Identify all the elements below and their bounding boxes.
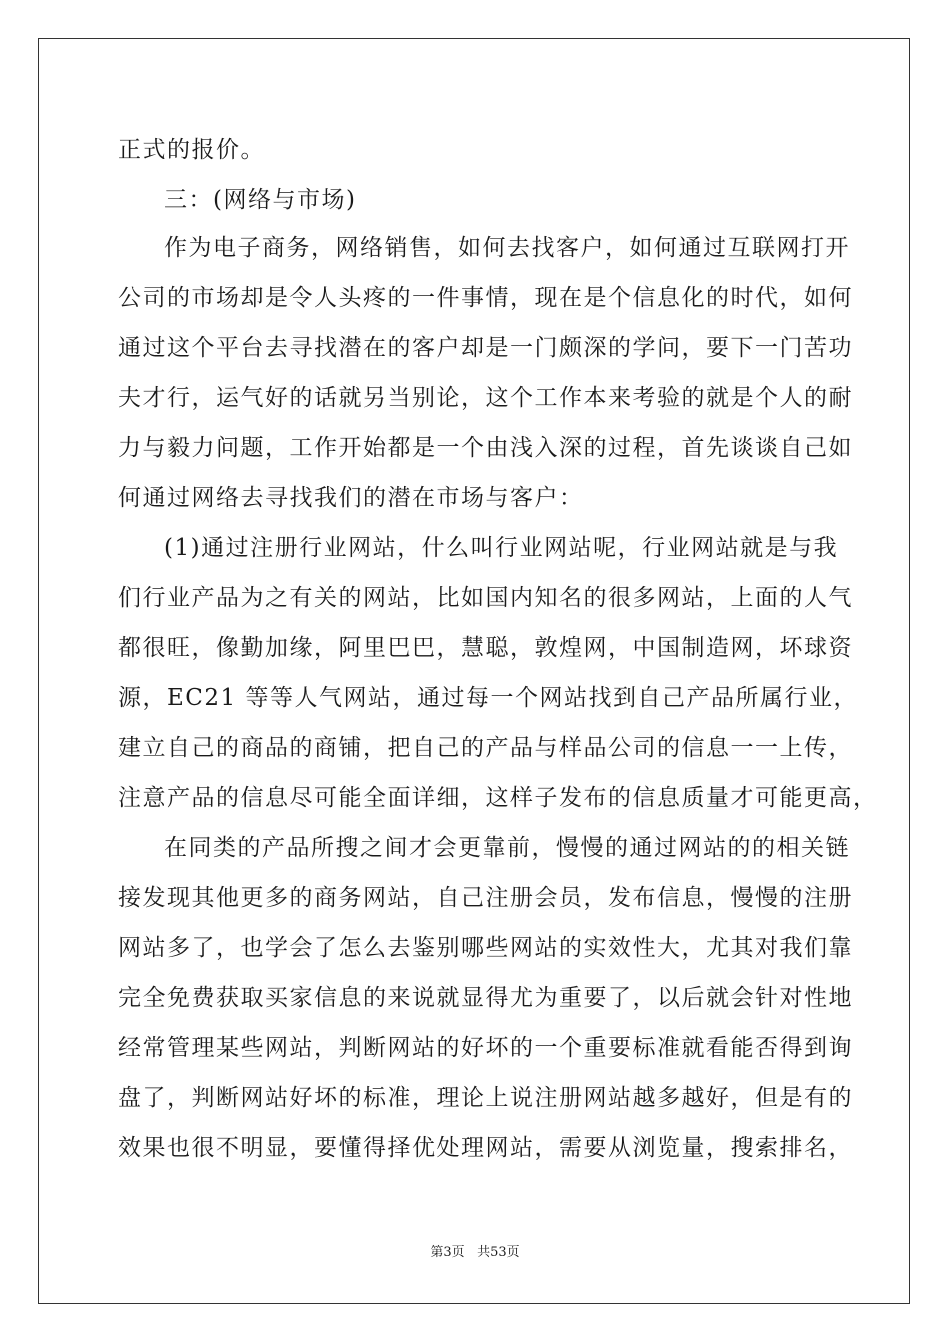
text-line: 建立自己的商品的商铺，把自己的产品与样品公司的信息一一上传， (118, 735, 853, 761)
text-line: 完全免费获取买家信息的来说就显得尤为重要了，以后就会针对性地 (118, 985, 853, 1011)
page-border (38, 38, 910, 1304)
text-line: 在同类的产品所搜之间才会更靠前，慢慢的通过网站的的相关链 (164, 835, 850, 861)
text-line: 经常管理某些网站，判断网站的好坏的一个重要标准就看能否得到询 (118, 1035, 853, 1061)
text-line: 源，EC21 等等人气网站，通过每一个网站找到自己产品所属行业， (118, 685, 858, 711)
page-footer (0, 1245, 950, 1261)
text-line: 接发现其他更多的商务网站，自己注册会员，发布信息，慢慢的注册 (118, 885, 853, 911)
text-line: (1)通过注册行业网站，什么叫行业网站呢，行业网站就是与我 (164, 535, 839, 561)
text-line: 作为电子商务，网络销售，如何去找客户，如何通过互联网打开 (164, 235, 850, 261)
text-line: 注意产品的信息尽可能全面详细，这样子发布的信息质量才可能更高， (118, 785, 878, 811)
text-line: 盘了，判断网站好坏的标准，理论上说注册网站越多越好，但是有的 (118, 1085, 853, 1111)
text-line: 公司的市场却是令人头疼的一件事情，现在是个信息化的时代，如何 (118, 285, 853, 311)
text-line: 们行业产品为之有关的网站，比如国内知名的很多网站，上面的人气 (118, 585, 853, 611)
section-heading: 三：(网络与市场) (164, 187, 357, 213)
text-line: 夫才行，运气好的话就另当别论，这个工作本来考验的就是个人的耐 (118, 385, 853, 411)
text-line: 效果也很不明显，要懂得择优处理网站，需要从浏览量，搜索排名， (118, 1135, 853, 1161)
text-line: 通过这个平台去寻找潜在的客户却是一门颇深的学问，要下一门苦功 (118, 335, 853, 361)
page-number: 第3页 (430, 1245, 465, 1260)
text-line: 都很旺，像勤加缘，阿里巴巴，慧聪，敦煌网，中国制造网，坏球资 (118, 635, 853, 661)
text-line: 力与毅力问题，工作开始都是一个由浅入深的过程，首先谈谈自己如 (118, 435, 853, 461)
page-total: 共53页 (477, 1245, 520, 1260)
text-line: 网站多了，也学会了怎么去鉴别哪些网站的实效性大，尤其对我们靠 (118, 935, 853, 961)
text-line: 何通过网络去寻找我们的潜在市场与客户： (118, 485, 584, 511)
text-line: 正式的报价。 (118, 137, 265, 163)
